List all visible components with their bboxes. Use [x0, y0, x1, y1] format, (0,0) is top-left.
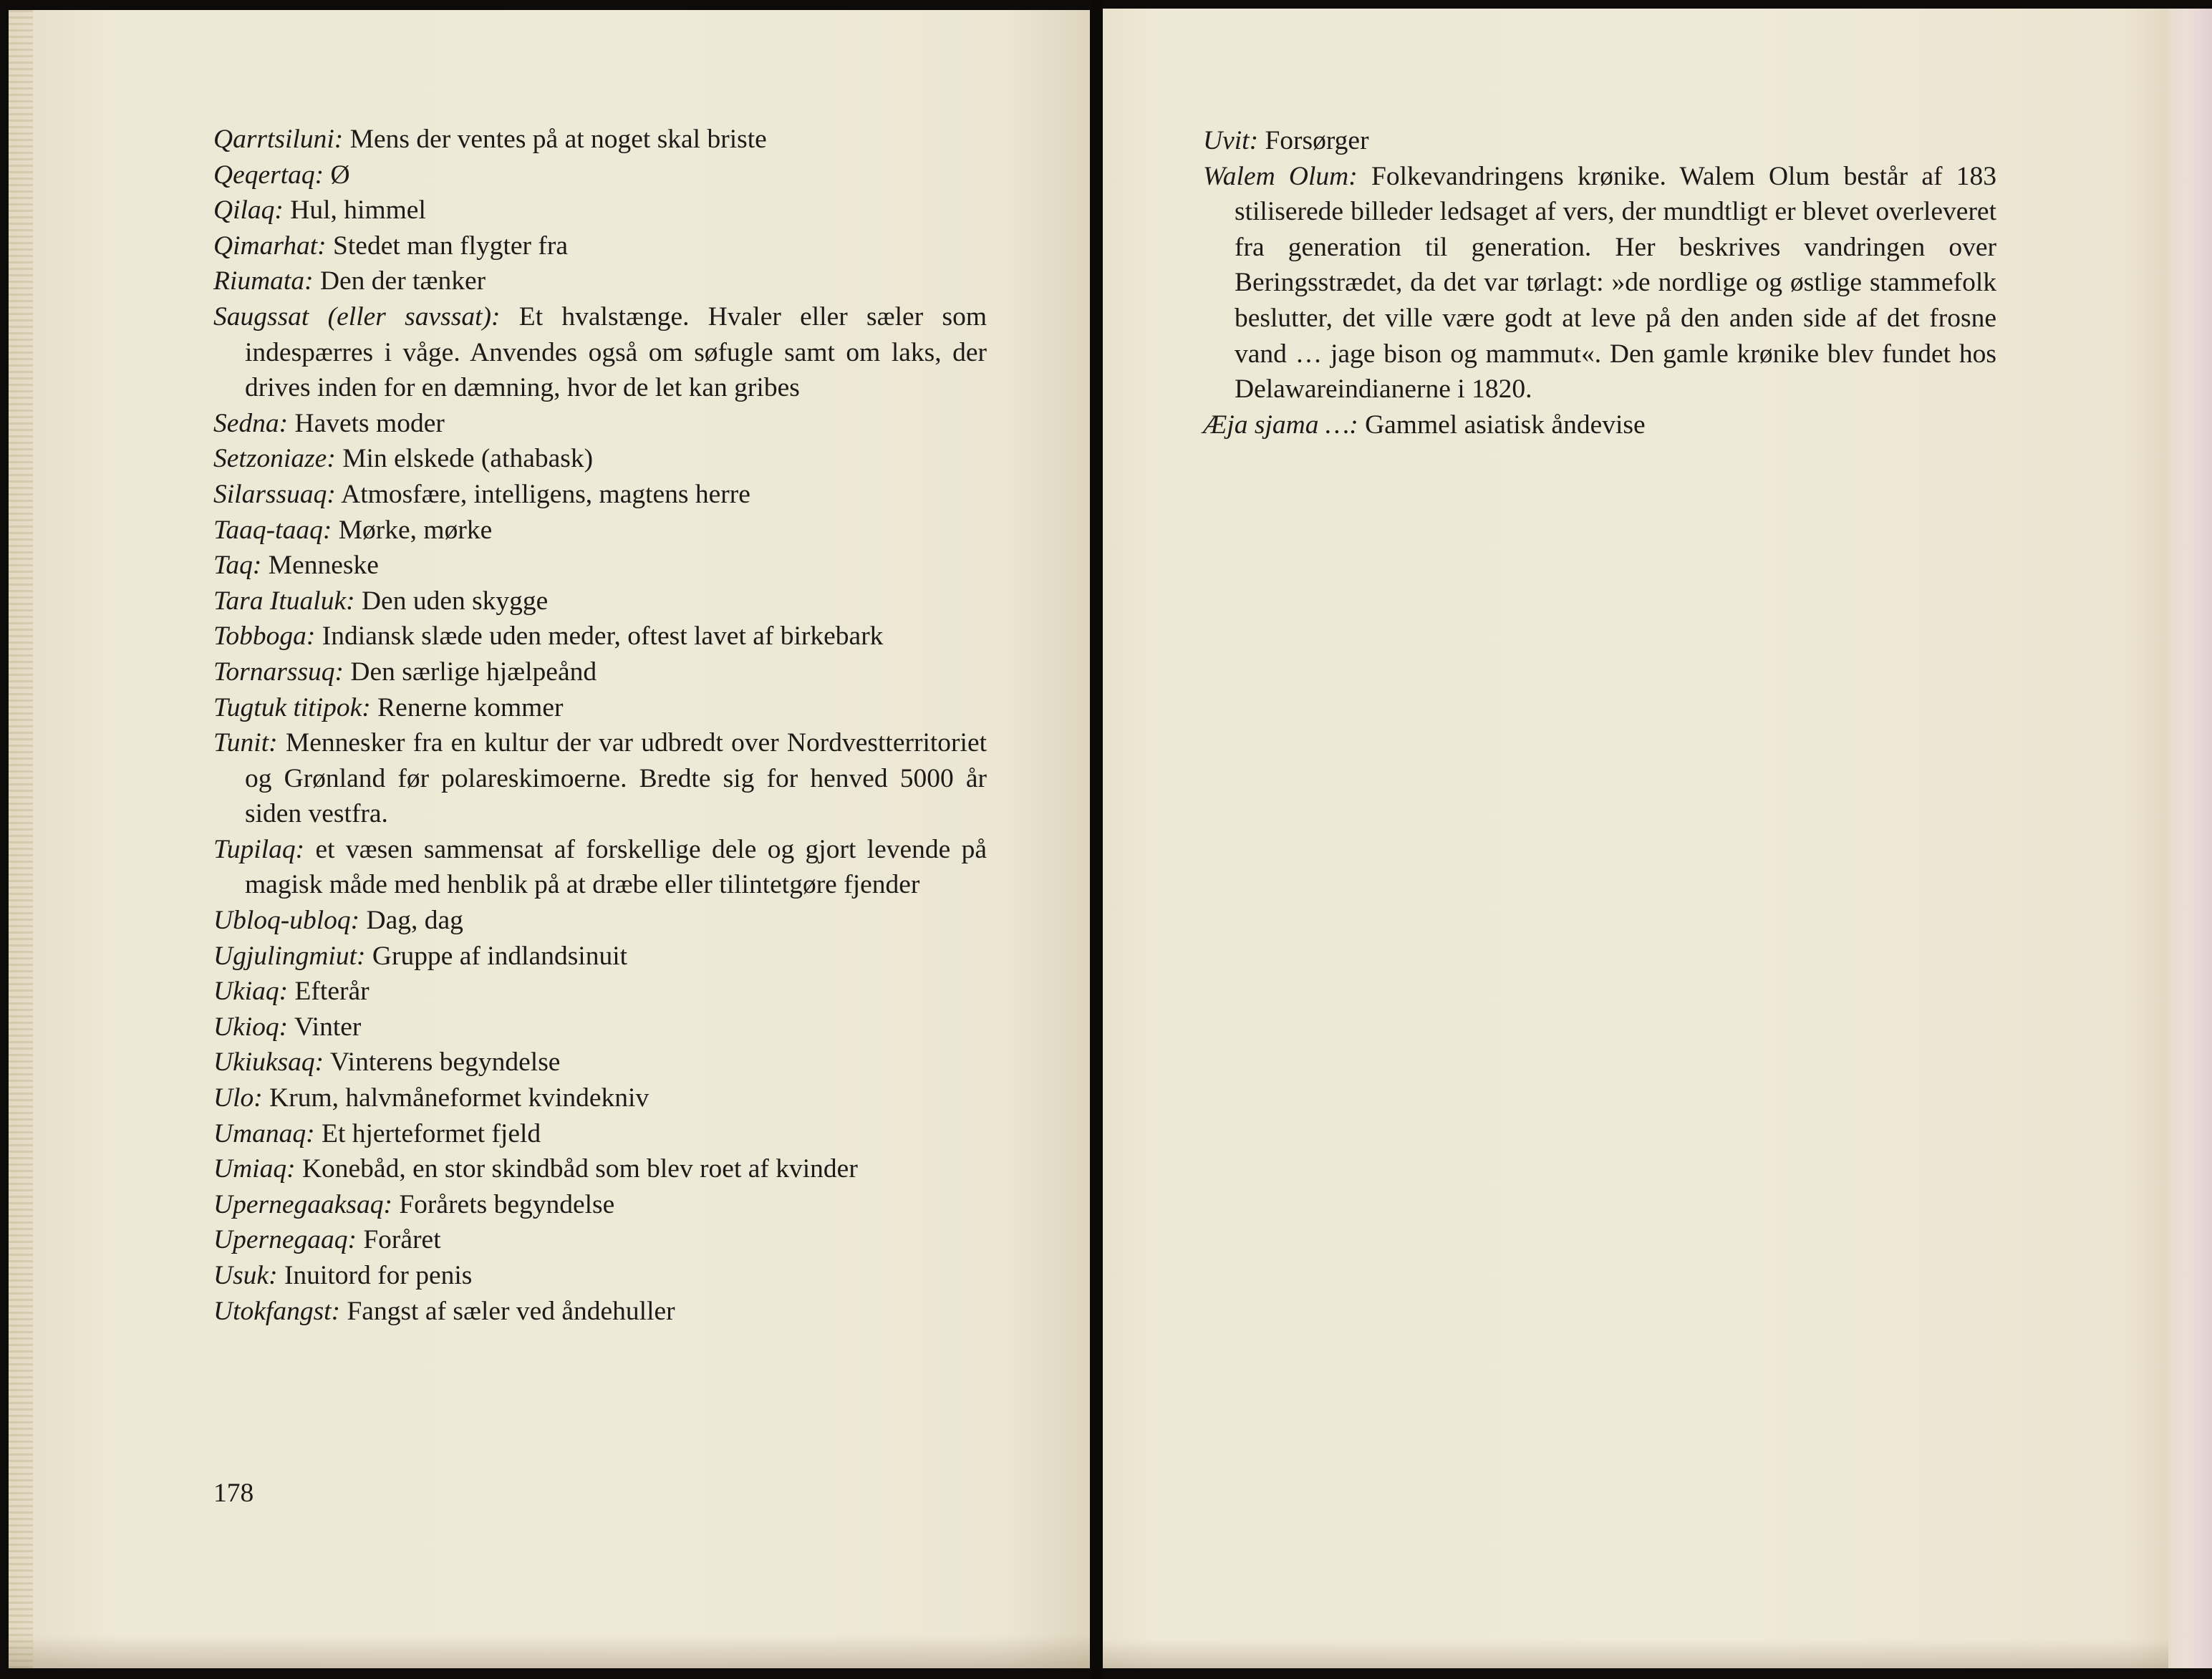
entry-definition: Dag, dag: [366, 906, 463, 936]
entry-term: Taq:: [213, 551, 262, 581]
glossary-entry: [213, 263, 987, 299]
entry-term: Saugssat (eller savssat):: [213, 301, 501, 332]
book-gutter: [1090, 0, 1103, 1679]
glossary-entry: [213, 299, 987, 406]
entry-definition: Hul, himmel: [290, 195, 426, 226]
glossary-entry: [213, 1294, 987, 1330]
entry-definition: Gammel asiatisk åndevise: [1365, 410, 1646, 440]
entry-term: Usuk:: [213, 1261, 278, 1290]
entry-definition: Konebåd, en stor skindbåd som blev roet af kvinder: [301, 1154, 858, 1184]
entry-term: Upernegaaq:: [213, 1225, 357, 1255]
glossary-entry: [213, 122, 987, 158]
entry-term: Ukiaq:: [213, 977, 289, 1007]
entry-term: Sedna:: [213, 408, 289, 438]
entry-term: Qimarhat:: [213, 231, 327, 261]
entry-definition: Vinterens begyndelse: [329, 1047, 561, 1078]
entry-definition: Folkevandringens krønike. Walem Olum består af 183 stiliserede billeder ledsaget af vers, der mundtligt er blevet overleveret fra generation til generation. Her beskrives vandringen over Beringsstrædet, da det var tørlagt: »de nordlige og østlige stammefolk beslutter, det ville være godt at leve på den anden side af det frosne vand … jage bison og mammut«. Den gamle krønike blev fundet hos Delawareindianerne i 1820.: [1235, 161, 1997, 405]
glossary-entry: [213, 654, 987, 690]
entry-definition: Stedet man flygter fra: [333, 231, 569, 261]
entry-definition: Foråret: [363, 1225, 441, 1255]
entry-definition: Menneske: [268, 551, 379, 581]
entry-term: Tupilaq:: [213, 834, 305, 864]
entry-definition: Havets moder: [294, 408, 445, 438]
glossary-entry: [213, 158, 987, 193]
glossary-entry: [213, 1116, 987, 1152]
entry-definition: Fangst af sæler ved åndehuller: [347, 1296, 675, 1326]
entry-term: Walem Olum:: [1203, 161, 1358, 191]
entry-term: Upernegaaksaq:: [213, 1189, 392, 1219]
entry-term: Uvit:: [1203, 126, 1259, 155]
entry-term: Setzoniaze:: [213, 444, 336, 474]
entry-definition: Den der tænker: [319, 266, 486, 296]
glossary-entry: [213, 513, 987, 548]
entry-term: Riumata:: [213, 266, 314, 296]
entry-term: Qilaq:: [213, 195, 284, 226]
entry-definition: Mennesker fra en kultur der var udbredt over Nordvestterritoriet og Grønland før polareskimoerne. Bredte sig for henved 5000 år siden vestfra.: [245, 728, 987, 829]
entry-term: Tunit:: [213, 728, 278, 758]
glossary-list-right: [1203, 123, 1996, 442]
glossary-entry: [1203, 407, 1996, 443]
glossary-entry: [213, 1222, 987, 1258]
entry-term: Ukioq:: [213, 1012, 289, 1042]
entry-term: Ubloq-ubloq:: [213, 906, 360, 936]
entry-definition: Krum, halvmåneformet kvindekniv: [269, 1083, 649, 1113]
entry-definition: Forårets begyndelse: [399, 1189, 615, 1219]
glossary-entry: [213, 832, 987, 903]
entry-definition: Den særlige hjælpeånd: [350, 657, 597, 687]
glossary-entry: [213, 974, 987, 1010]
entry-term: Æja sjama …:: [1203, 410, 1358, 440]
glossary-entry: [213, 548, 987, 584]
glossary-entry: [213, 441, 987, 477]
entry-definition: Mørke, mørke: [338, 515, 493, 545]
glossary-entry: [213, 193, 987, 228]
entry-term: Qeqertaq:: [213, 160, 324, 190]
glossary-entry: [213, 1080, 987, 1116]
entry-term: Silarssuaq:: [213, 479, 336, 509]
glossary-entry: [213, 1151, 987, 1187]
entry-term: Qarrtsiluni:: [213, 125, 344, 154]
entry-definition: Mens der ventes på at noget skal briste: [349, 125, 767, 154]
entry-term: Tobboga:: [213, 621, 316, 652]
entry-term: Ulo:: [213, 1083, 263, 1113]
entry-term: Ukiuksaq:: [213, 1047, 324, 1078]
glossary-entry: [213, 1258, 987, 1294]
glossary-list-left: [213, 122, 987, 1329]
glossary-entry: [213, 477, 987, 513]
entry-definition: Gruppe af indlandsinuit: [372, 941, 628, 971]
glossary-entry: [213, 690, 987, 726]
glossary-entry: [213, 406, 987, 442]
entry-definition: Efterår: [294, 977, 370, 1007]
glossary-entry: [213, 1010, 987, 1045]
glossary-entry: [213, 1045, 987, 1080]
glossary-entry: [213, 939, 987, 974]
entry-definition: Forsørger: [1265, 126, 1369, 155]
entry-definition: Ø: [330, 160, 350, 190]
entry-definition: Et hjerteformet fjeld: [322, 1118, 541, 1148]
glossary-entry: [213, 725, 987, 832]
entry-definition: Et hvalstænge. Hvaler eller sæler som indespærres i våge. Anvendes også om søfugle samt om laks, der drives inden for en dæmning, hvor de let kan gribes: [245, 301, 987, 403]
entry-term: Tugtuk titipok:: [213, 692, 371, 722]
entry-definition: Atmosfære, intelligens, magtens herre: [341, 479, 750, 509]
entry-term: Ugjulingmiut:: [213, 941, 366, 971]
glossary-entry: [1203, 159, 1996, 407]
entry-definition: Renerne kommer: [377, 692, 564, 722]
glossary-entry: [213, 584, 987, 619]
entry-term: Taaq-taaq:: [213, 515, 332, 545]
entry-definition: Den uden skygge: [361, 586, 549, 616]
entry-definition: Min elskede (athabask): [342, 444, 594, 474]
entry-term: Umiaq:: [213, 1154, 296, 1184]
glossary-entry: [213, 619, 987, 654]
page-number: 178: [213, 1479, 254, 1508]
entry-definition: et væsen sammensat af forskellige dele og gjort levende på magisk måde med henblik på at dræbe eller tilintetgøre fjender: [245, 834, 987, 900]
entry-term: Utokfangst:: [213, 1296, 341, 1326]
glossary-entry: [213, 903, 987, 939]
glossary-entry: [213, 1187, 987, 1223]
entry-term: Tornarssuq:: [213, 657, 344, 687]
glossary-entry: [1203, 123, 1996, 159]
next-page-edge: [2168, 9, 2212, 1668]
entry-definition: Vinter: [294, 1012, 362, 1042]
entry-definition: Indiansk slæde uden meder, oftest lavet af birkebark: [322, 621, 884, 652]
entry-term: Tara Itualuk:: [213, 586, 355, 616]
right-page: [1103, 9, 2168, 1668]
entry-term: Umanaq:: [213, 1118, 315, 1148]
glossary-entry: [213, 228, 987, 264]
left-page: [9, 10, 1090, 1668]
entry-definition: Inuitord for penis: [284, 1261, 473, 1290]
